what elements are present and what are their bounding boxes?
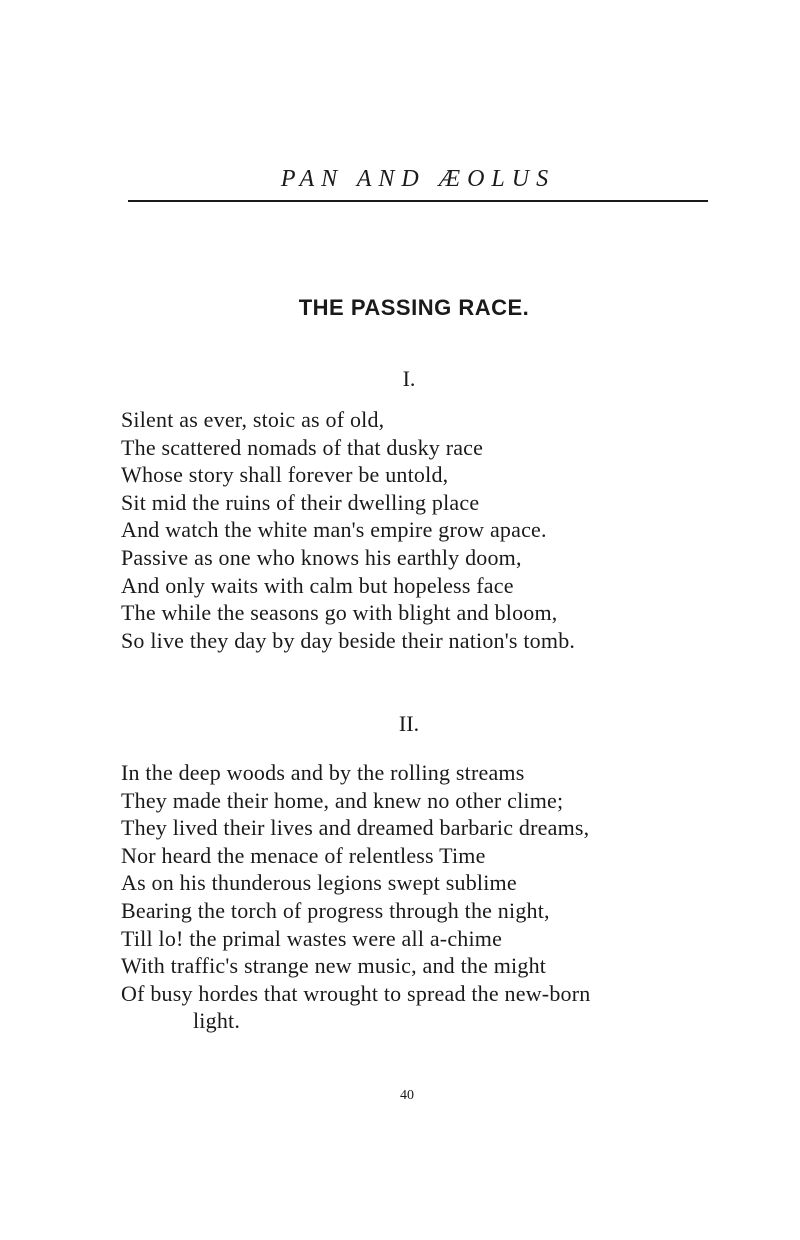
verse-line: Of busy hordes that wrought to spread the new-born: [121, 980, 591, 1006]
verse-line-continuation: light.: [193, 1008, 241, 1034]
verse-line: They made their home, and knew no other clime;: [121, 787, 564, 813]
section-numeral-2: II.: [398, 711, 420, 736]
running-head: PAN AND ÆOLUS: [280, 166, 556, 192]
verse-line: The scattered nomads of that dusky race: [121, 434, 484, 460]
verse-line: Till lo! the primal wastes were all a-chime: [121, 925, 503, 951]
verse-line: And watch the white man's empire grow apace.: [121, 517, 547, 543]
stanza-2: [121, 759, 781, 1035]
verse-line: Passive as one who knows his earthly doom,: [121, 544, 522, 570]
verse-line: In the deep woods and by the rolling streams: [121, 760, 525, 785]
header-rule: [128, 200, 708, 202]
verse-line: As on his thunderous legions swept sublime: [121, 870, 517, 896]
verse-line: Silent as ever, stoic as of old,: [121, 407, 385, 432]
poem-title: THE PASSING RACE.: [298, 295, 530, 320]
verse-line: So live they day by day beside their nation's tomb.: [121, 627, 576, 653]
verse-line: Bearing the torch of progress through the night,: [121, 897, 550, 923]
verse-line: With traffic's strange new music, and the might: [121, 953, 547, 979]
verse-line: Whose story shall forever be untold,: [121, 462, 449, 488]
section-numeral-1: I.: [402, 366, 416, 391]
verse-line: They lived their lives and dreamed barbaric dreams,: [121, 815, 590, 841]
verse-line: Sit mid the ruins of their dwelling place: [121, 489, 480, 515]
stanza-1: [121, 406, 781, 654]
page-number: 40: [400, 1088, 414, 1103]
verse-line: The while the seasons go with blight and bloom,: [121, 600, 558, 626]
verse-line: Nor heard the menace of relentless Time: [121, 842, 486, 868]
verse-line: And only waits with calm but hopeless face: [121, 572, 514, 598]
